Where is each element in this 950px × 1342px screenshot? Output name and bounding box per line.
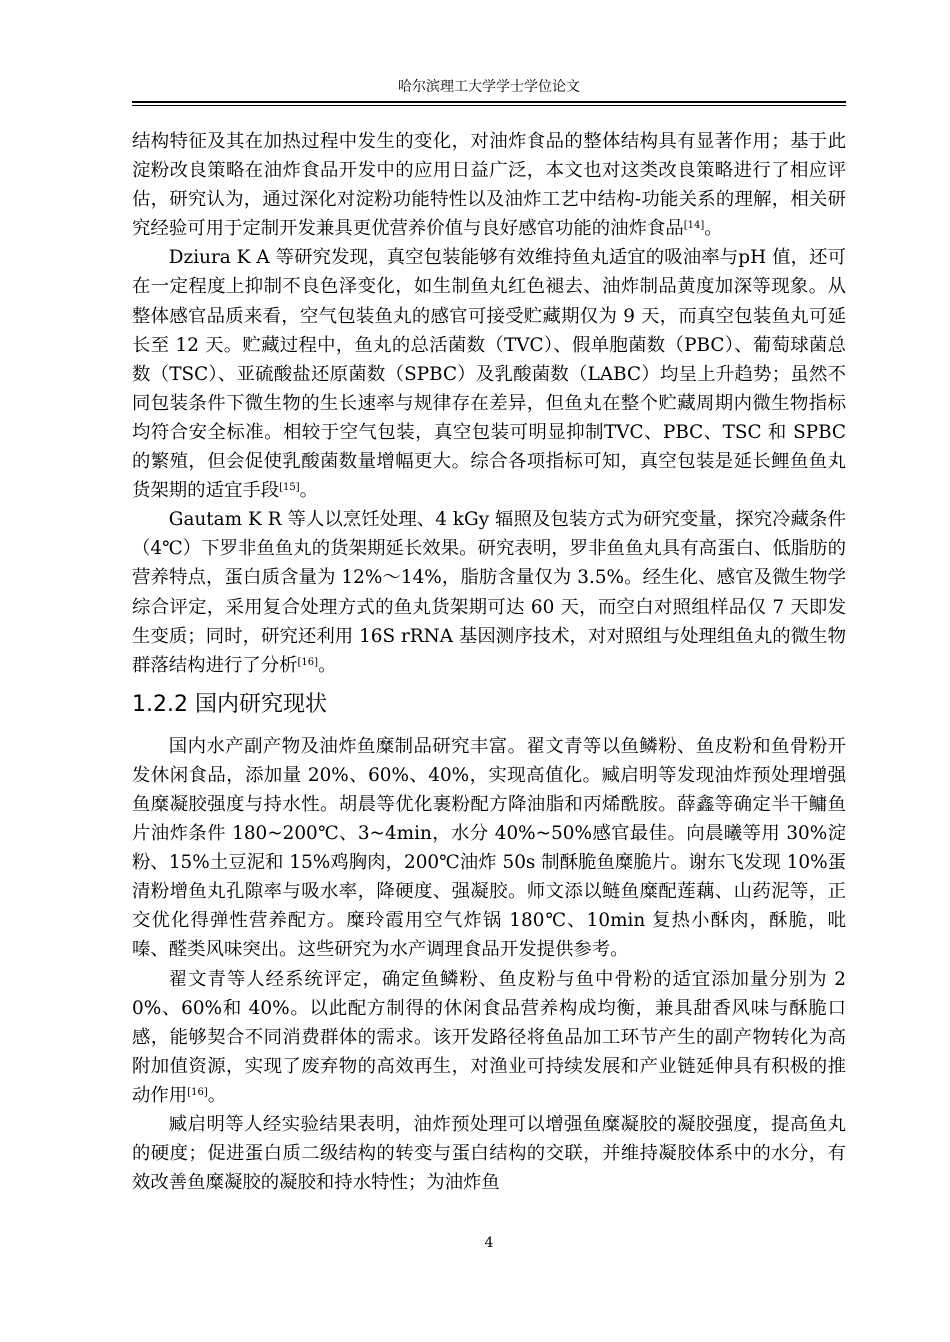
paragraph-text: Gautam K R 等人以烹饪处理、4 kGy 辐照及包装方式为研究变量，探究冷藏条件（4℃）下罗非鱼鱼丸的货架期延长效果。研究表明，罗非鱼鱼丸具有高蛋白、低脂肪的营养特点，蛋白质含量为 12%～14%，脂肪含量仅为 3.5%。经生化、感官及微生物学综合评定，采用复合处理方式的鱼丸货架期可达 60 天，而空白对照组样品仅 7 天即发生变质；同时，研究还利用 16S rRNA 基因测序技术，对对照组与处理组鱼丸的微生物群落结构进行了分析	[132, 509, 846, 676]
paragraph	[132, 965, 846, 1110]
citation-ref: [16]	[297, 656, 319, 668]
section-heading: 1.2.2 国内研究现状	[132, 691, 327, 717]
paragraph-end: 。	[318, 654, 337, 676]
paragraph	[132, 243, 846, 505]
paragraph-end: 。	[704, 218, 723, 240]
page-number: 4	[484, 1235, 494, 1251]
running-header: 哈尔滨理工大学学士学位论文	[398, 79, 580, 95]
paragraph-text: 翟文青等人经系统评定，确定鱼鳞粉、鱼皮粉与鱼中骨粉的适宜添加量分别为 20%、60%和 40%。以此配方制得的休闲食品营养构成均衡，兼具甜香风味与酥脆口感，能够契合不同消费群体的需求。该开发路径将鱼品加工环节产生的副产物转化为高附加值资源，实现了废弃物的高效再生，对渔业可持续发展和产业链延伸具有积极的推动作用	[132, 968, 846, 1106]
paragraph-text: 国内水产副产物及油炸鱼糜制品研究丰富。翟文青等以鱼鳞粉、鱼皮粉和鱼骨粉开发休闲食品，添加量 20%、60%、40%，实现高值化。臧启明等发现油炸预处理增强鱼糜凝胶强度与持水性。胡晨等优化裹粉配方降油脂和丙烯酰胺。薛鑫等确定半干鳙鱼片油炸条件 180~200℃、3~4min，水分 40%~50%感官最佳。向晨曦等用 30%淀粉、15%土豆泥和 15%鸡胸肉，200℃油炸 50s 制酥脆鱼糜脆片。谢东飞发现 10%蛋清粉增鱼丸孔隙率与吸水率，降硬度、强凝胶。师文添以鲢鱼糜配莲藕、山药泥等，正交优化得弹性营养配方。糜玲霞用空气炸锅 180℃、10min 复热小酥肉，酥脆，吡嗪、醛类风味突出。这些研究为水产调理食品开发提供参考。	[132, 735, 846, 961]
paragraph-text: 结构特征及其在加热过程中发生的变化，对油炸食品的整体结构具有显著作用；基于此淀粉改良策略在油炸食品开发中的应用日益广泛，本文也对这类改良策略进行了相应评估，研究认为，通过深化对淀粉功能特性以及油炸工艺中结构-功能关系的理解，相关研究经验可用于定制开发兼具更优营养价值与良好感官功能的油炸食品	[132, 131, 846, 240]
citation-ref: [16]	[187, 1086, 208, 1098]
paragraph-end: 。	[299, 480, 319, 502]
paragraph-end: 。	[207, 1084, 227, 1106]
body-text	[132, 127, 846, 1197]
header-rule-thick	[132, 101, 846, 103]
paragraph-text: Dziura K A 等研究发现，真空包装能够有效维持鱼丸适宜的吸油率与pH 值，还可在一定程度上抑制不良色泽变化，如生制鱼丸红色褪去、油炸制品黄度加深等现象。从整体感官品质来看，空气包装鱼丸的感官可接受贮藏期仅为 9 天，而真空包装鱼丸可延长至 12 天。贮藏过程中，鱼丸的总活菌数（TVC）、假单胞菌数（PBC）、葡萄球菌总数（TSC）、亚硫酸盐还原菌数（SPBC）及乳酸菌数（LABC）均呈上升趋势；虽然不同包装条件下微生物的生长速率与规律存在差异，但鱼丸在整个贮藏周期内微生物指标均符合安全标准。相较于空气包装，真空包装可明显抑制TVC、PBC、TSC 和 SPBC 的繁殖，但会促使乳酸菌数量增幅更大。综合各项指标可知，真空包装是延长鲤鱼鱼丸货架期的适宜手段	[132, 247, 846, 502]
paragraph	[132, 732, 846, 965]
citation-ref: [15]	[279, 482, 300, 494]
paragraph-continued	[132, 127, 846, 243]
citation-ref: [14]	[683, 220, 705, 232]
paragraph	[132, 1110, 846, 1197]
paragraph	[132, 505, 846, 680]
header-rule-thin	[132, 105, 846, 106]
paragraph-text: 臧启明等人经实验结果表明，油炸预处理可以增强鱼糜凝胶的凝胶强度，提高鱼丸的硬度；促进蛋白质二级结构的转变与蛋白结构的交联，并维持凝胶体系中的水分，有效改善鱼糜凝胶的凝胶和持水特性；为油炸鱼	[132, 1114, 846, 1194]
